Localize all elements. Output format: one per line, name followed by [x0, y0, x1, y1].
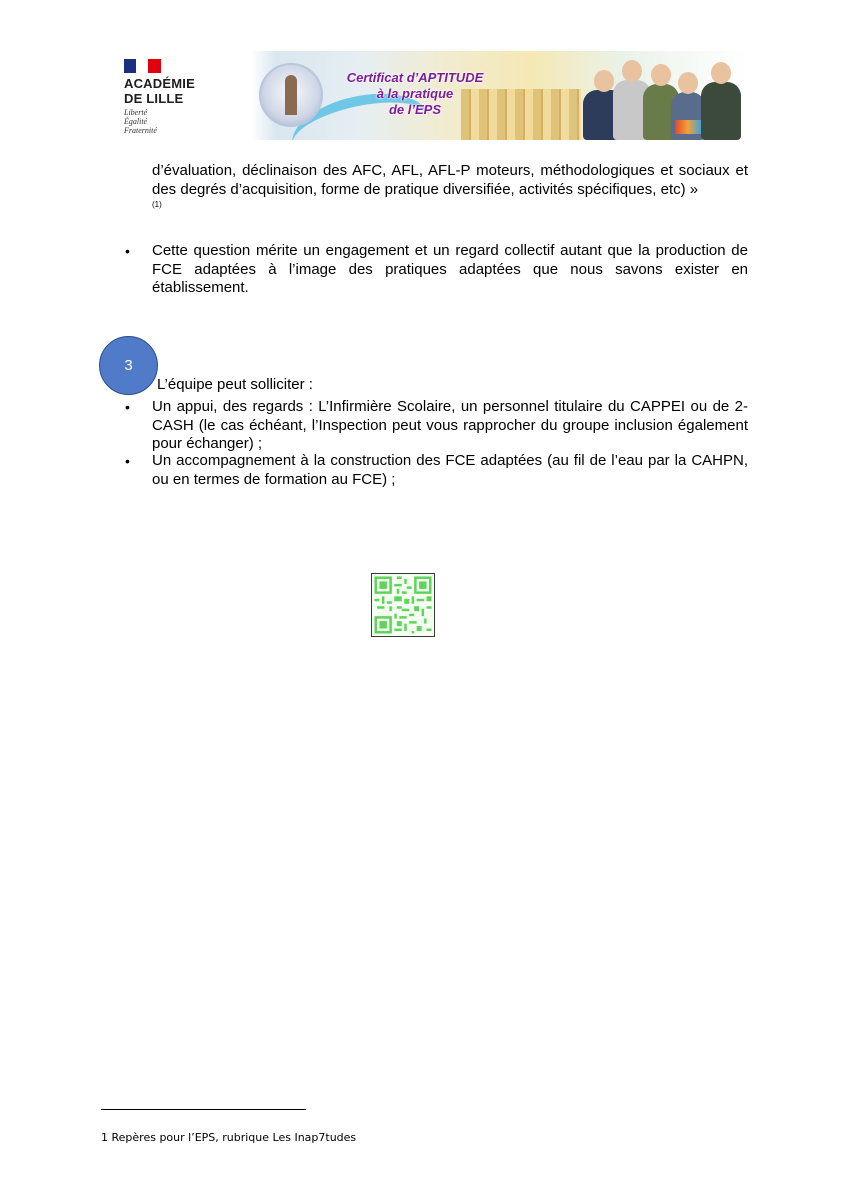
certificate-title-line3: de l’EPS	[388, 102, 442, 117]
continuation-paragraph: d’évaluation, déclinaison des AFC, AFL, AFL-P moteurs, méthodologiques et sociaux et des degrés d’acquisition, forme de pratique diversifiée, activités spécifiques, etc) »	[152, 162, 748, 198]
footnote-divider	[101, 1109, 306, 1110]
students-photo	[579, 51, 747, 140]
certificate-title-line2: à la pratique	[376, 86, 454, 101]
academy-name-line1: ACADÉMIE	[124, 76, 195, 91]
certificate-title-line1: Certificat d’APTITUDE	[346, 70, 484, 85]
bullet-collective-engagement: Cette question mérite un engagement et un regard collectif autant que la production de FCE adaptées à l’image des pratiques adaptées que nous savons exister en établissement.	[152, 242, 748, 296]
student-figure	[701, 82, 741, 140]
motto-egalite: Égalité	[124, 117, 148, 126]
french-flag-icon	[124, 59, 161, 73]
team-heading: L’équipe peut solliciter :	[157, 376, 313, 393]
bullet-support: Un appui, des regards : L’Infirmière Scolaire, un personnel titulaire du CAPPEI ou de 2-CASH (le cas échéant, l’Inspection peut vous rapprocher du groupe inclusion également pour échanger) ;	[152, 398, 748, 452]
academy-name	[124, 76, 195, 106]
bullet-marker: •	[125, 399, 130, 415]
qr-code[interactable]	[371, 573, 435, 637]
footnote-reference[interactable]: (1)	[152, 200, 162, 209]
footnote-text: 1 Repères pour l’EPS, rubrique Les Inap7tudes	[101, 1131, 357, 1144]
qr-code-icon	[372, 574, 434, 636]
motto-liberte: Liberté	[124, 108, 148, 117]
academy-name-line2: DE LILLE	[124, 91, 184, 106]
academy-logo	[101, 51, 251, 140]
header-banner	[101, 51, 747, 140]
bullet-marker: •	[125, 243, 130, 259]
belfry-medallion-image	[259, 63, 323, 127]
bullet-fce-guidance: Un accompagnement à la construction des FCE adaptées (au fil de l’eau par la CAHPN, ou en termes de formation au FCE) ;	[152, 452, 748, 488]
republic-motto	[124, 108, 157, 135]
bullet-marker: •	[125, 453, 130, 469]
step-number-badge: 3	[99, 336, 158, 395]
certificate-title	[337, 70, 493, 118]
motto-fraternite: Fraternité	[124, 126, 157, 135]
belfry-icon	[285, 75, 297, 115]
books-icon	[675, 120, 701, 134]
